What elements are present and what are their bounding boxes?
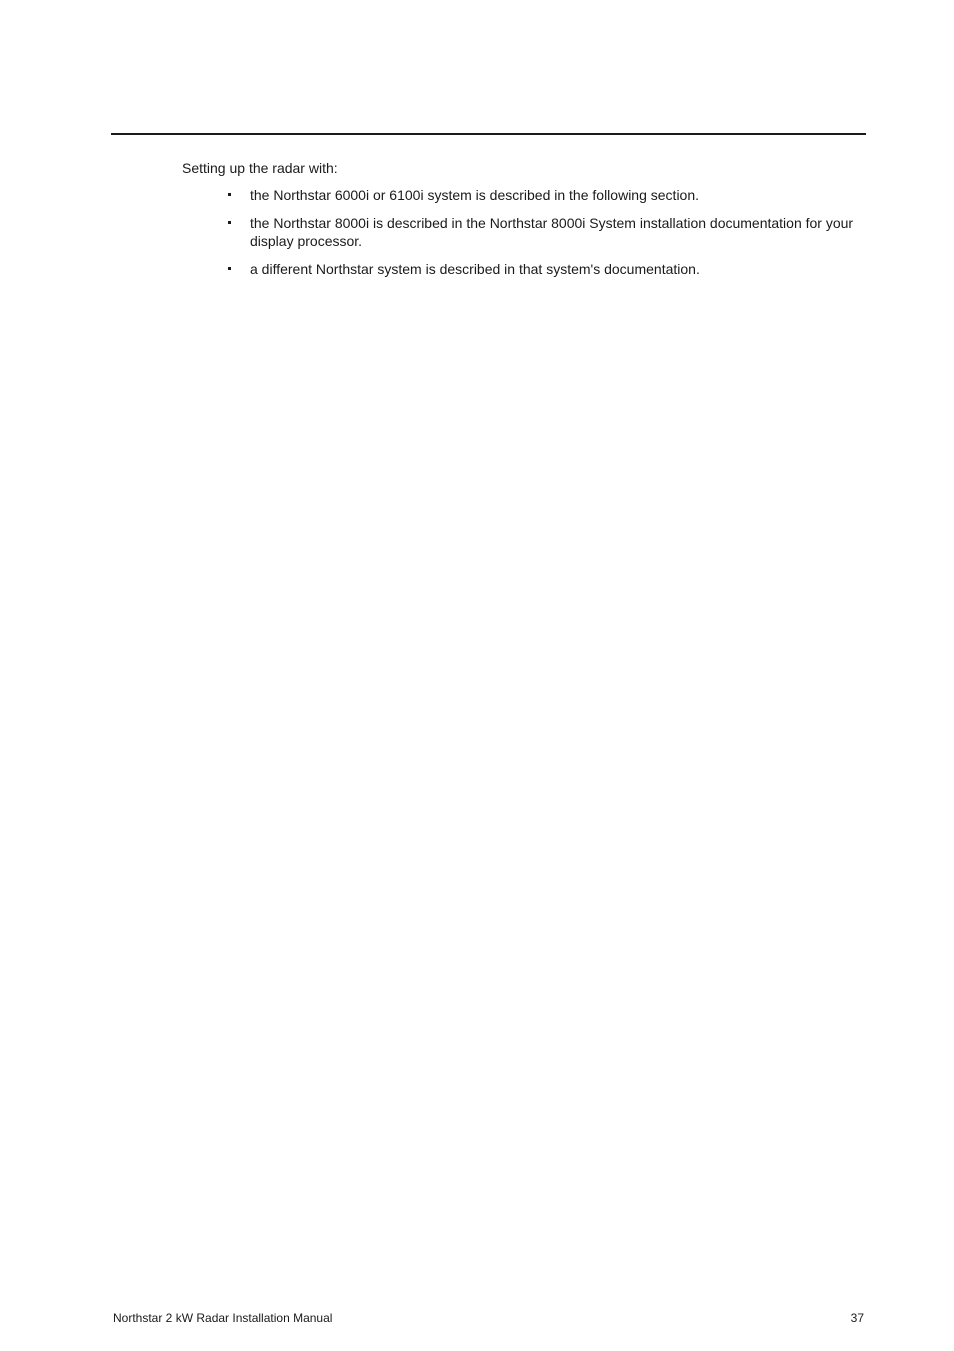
footer-page-number: 37 (850, 1311, 864, 1325)
bullet-list (182, 186, 862, 278)
list-item (182, 186, 862, 204)
list-item (182, 214, 862, 250)
list-item-text: a different Northstar system is described in that system's documentation. (250, 261, 700, 277)
footer-document-title: Northstar 2 kW Radar Installation Manual (113, 1311, 333, 1325)
bullet-icon (228, 221, 231, 224)
header-rule (111, 133, 866, 135)
list-item (182, 260, 862, 278)
intro-paragraph: Setting up the radar with: (182, 160, 338, 176)
list-item-text: the Northstar 6000i or 6100i system is described in the following section. (250, 187, 700, 203)
bullet-icon (228, 193, 231, 196)
body-content (182, 159, 862, 288)
bullet-icon (228, 267, 231, 270)
list-item-text: the Northstar 8000i is described in the Northstar 8000i System installation documentation for your display processor. (250, 215, 854, 249)
